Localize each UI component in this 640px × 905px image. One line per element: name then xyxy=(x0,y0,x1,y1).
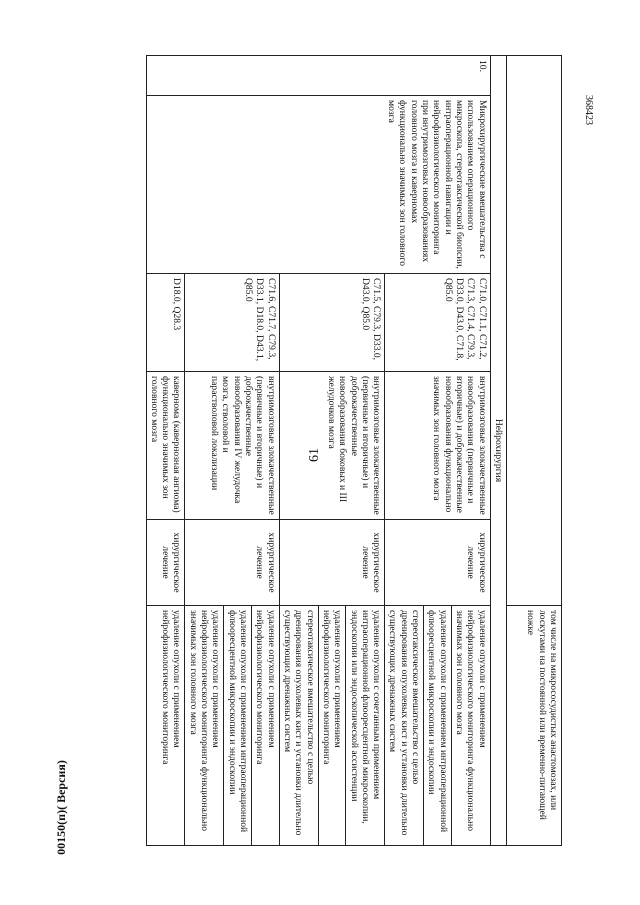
footer-version: 00150(п)( Версия) xyxy=(53,760,68,855)
treatment-type: хирургическое лечение xyxy=(146,520,185,606)
method-cell: удаление опухоли с применением нейрофизиологического мониторинга xyxy=(146,606,185,846)
treatment-type: хирургическое лечение xyxy=(279,520,385,606)
method-cell: удаление опухоли с применением нейрофизиологического мониторинга функционально значимых зон головного мозга xyxy=(451,606,490,846)
method-cell: удаление опухоли с применением интраоперационной флюоресцентной микроскопии и эндоскопии xyxy=(224,606,252,846)
patient-model: внутримозговые злокачественные новообразования (первичные и вторичные) и доброкачественные новообразования функционально значимых зон головного мозга xyxy=(385,372,491,520)
icd-codes: C71.0, C71.1, C71.2, C71.3, C71.4, C79.3, D33.0, D43.0, C71.8, Q85.0 xyxy=(385,274,491,372)
treatment-type: хирургическое лечение xyxy=(185,520,279,606)
method-cell: стереотаксическое вмешательство с целью дренирования опухолевых кист и установки длительно существующих дренажных систем xyxy=(385,606,424,846)
icd-codes: D18.0, Q28.3 xyxy=(146,274,185,372)
patient-model: кавернома (кавернозная ангиома) функционально значимых зон головного мозга xyxy=(146,372,185,520)
table-row xyxy=(507,56,562,846)
rotated-table-wrapper xyxy=(74,55,562,845)
section-title: Нейрохирургия xyxy=(490,56,506,846)
method-cell: удаление опухоли с применением нейрофизиологического мониторинга xyxy=(318,606,346,846)
table-row xyxy=(451,56,490,846)
continued-method-cell: том числе на микрососудистых анастомозах, или лоскутами на постоянной или временно-питающей ножке xyxy=(507,606,562,846)
method-cell: удаление опухоли с применением интраоперационной флюоресцентной микроскопии и эндоскопии xyxy=(424,606,452,846)
patient-model: внутримозговые злокачественные (первичные и вторичные) и доброкачественные новообразования IV желудочка мозга, стволовой и парастволовой локализации xyxy=(185,372,279,520)
method-cell: удаление опухоли с применением нейрофизиологического мониторинга функционально значимых зон головного мозга xyxy=(185,606,224,846)
section-row xyxy=(490,56,506,846)
method-cell: удаление опухоли с сочетанным применением интраоперационной флюоресцентной микроскопии, эндоскопии или эндоскопической ассистенции xyxy=(346,606,385,846)
page-number: 61 xyxy=(307,448,322,462)
icd-codes: C71.6, C71.7, C79.3, D33.1, D18.0, D43.1, Q85.0 xyxy=(185,274,279,372)
icd-codes: C71.5, C79.3, D33.0, D43.0, Q85.0 xyxy=(279,274,385,372)
procedure-table xyxy=(146,55,562,846)
method-cell: удаление опухоли с применением нейрофизиологического мониторинга xyxy=(252,606,280,846)
patient-model: внутримозговые злокачественные (первичные и вторичные) и доброкачественные новообразования боковых и III желудочков мозга xyxy=(279,372,385,520)
treatment-type: хирургическое лечение xyxy=(385,520,491,606)
method-cell: стереотаксическое вмешательство с целью дренирования опухолевых кист и установки длительно существующих дренажных систем xyxy=(279,606,318,846)
group-name: Микрохирургические вмешательства с использованием операционного микроскопа, стереотаксической биопсии, интраоперационной навигации и нейрофизиологического мониторинга при внутримозговых новообразованиях головного мозга и каверномах функционально значимых зон головного мозга xyxy=(146,96,490,274)
group-number: 10. xyxy=(146,56,490,96)
side-code: 368423 xyxy=(583,95,594,125)
